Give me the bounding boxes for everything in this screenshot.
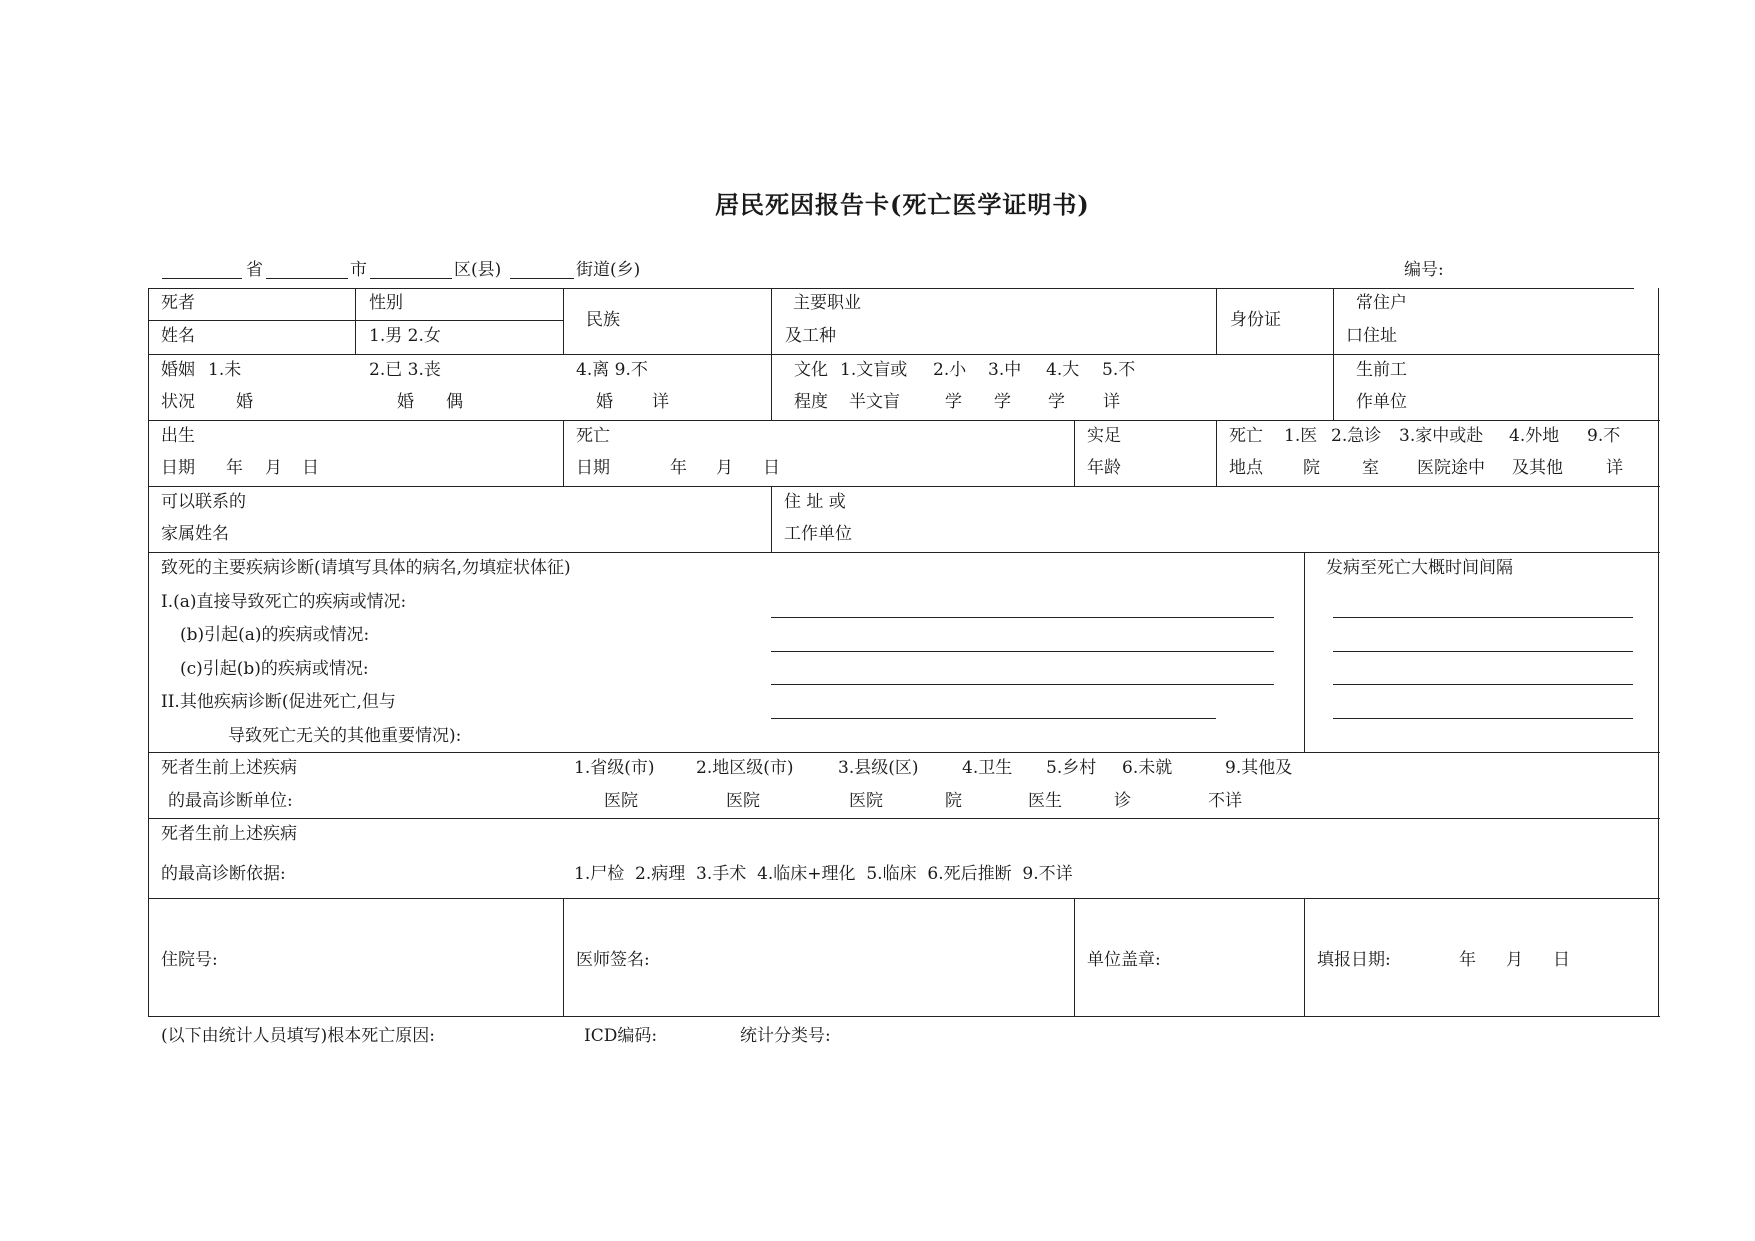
cause-heading: 致死的主要疾病诊断(请填写具体的病名,勿填症状体征)	[161, 558, 571, 578]
row1-col2-divider	[355, 288, 356, 354]
death-month-unit: 月	[716, 458, 733, 478]
marital-opt1-top[interactable]: 1.未	[208, 360, 242, 380]
diagnosis-basis-options[interactable]: 1.尸检 2.病理 3.手术 4.临床+理化 5.临床 6.死后推断 9.不详	[574, 864, 1073, 884]
address-label-bottom: 工作单位	[784, 524, 852, 544]
row2-bottom-border	[148, 420, 1660, 421]
physician-signature-label: 医师签名:	[576, 950, 650, 970]
place-opt2-bottom: 室	[1362, 458, 1379, 478]
occupation-label-top: 主要职业	[793, 293, 861, 313]
interval-a-input-line[interactable]	[1333, 617, 1633, 618]
contact-label-bottom: 家属姓名	[161, 524, 229, 544]
diagnosis-basis-label-top: 死者生前上述疾病	[161, 824, 297, 844]
unit-bottom-border	[148, 818, 1660, 819]
underlying-cause-label: (以下由统计人员填写)根本死亡原因:	[161, 1026, 435, 1046]
education-label-top: 文化	[794, 360, 828, 380]
residence-label-bottom: 口住址	[1346, 326, 1397, 346]
row1-col3-divider	[563, 288, 564, 354]
stat-classification-label: 统计分类号:	[740, 1026, 831, 1046]
diagnosis-unit-label-top: 死者生前上述疾病	[161, 758, 297, 778]
place-opt4-top[interactable]: 4.外地	[1509, 426, 1560, 446]
edu-opt3-bottom: 学	[994, 392, 1011, 412]
table-right-border	[1658, 288, 1659, 1016]
footer-col2-divider	[563, 898, 564, 1016]
row1-col4-divider	[771, 288, 772, 354]
age-label-top: 实足	[1087, 426, 1121, 446]
death-year-unit: 年	[670, 458, 687, 478]
sex-options[interactable]: 1.男 2.女	[369, 326, 441, 346]
edu-opt5-bottom: 详	[1103, 392, 1120, 412]
marital-opt2-bottom: 婚	[397, 392, 414, 412]
cause-a-label: I.(a)直接导致死亡的疾病或情况:	[161, 592, 407, 612]
occupation-label-bottom: 及工种	[785, 326, 836, 346]
place-opt9-bottom: 详	[1606, 458, 1623, 478]
death-place-label-bottom: 地点	[1229, 458, 1263, 478]
district-label: 区(县)	[454, 260, 502, 280]
unit-opt6-bottom: 诊	[1114, 791, 1131, 811]
table-left-border	[148, 288, 149, 1016]
street-blank[interactable]	[510, 278, 574, 279]
cause-interval-divider	[1304, 552, 1305, 752]
table-top-border	[148, 288, 1634, 289]
diagnosis-basis-label-bottom: 的最高诊断依据:	[161, 864, 286, 884]
education-label-bottom: 程度	[794, 392, 828, 412]
serial-number-label: 编号:	[1404, 260, 1444, 280]
page-title: 居民死因报告卡(死亡医学证明书)	[715, 190, 1090, 219]
city-label: 市	[350, 260, 367, 280]
footer-col3-divider	[1074, 898, 1075, 1016]
edu-opt2-bottom: 学	[945, 392, 962, 412]
row3-col3-divider	[1074, 420, 1075, 486]
row3-bottom-border	[148, 486, 1660, 487]
age-label-bottom: 年龄	[1087, 458, 1121, 478]
row2-col-divider	[771, 354, 772, 420]
marital-opt3-bottom: 偶	[446, 392, 463, 412]
report-month-unit: 月	[1506, 950, 1523, 970]
death-date-label-bottom: 日期	[576, 458, 610, 478]
row4-bottom-border	[148, 552, 1660, 553]
death-date-label-top: 死亡	[576, 426, 610, 446]
unit-opt5-bottom: 医生	[1028, 791, 1062, 811]
row3-col4-divider	[1216, 420, 1217, 486]
place-opt2-top[interactable]: 2.急诊	[1331, 426, 1382, 446]
street-label: 街道(乡)	[576, 260, 641, 280]
place-opt1-bottom: 院	[1303, 458, 1320, 478]
unit-opt1-top[interactable]: 1.省级(市)	[574, 758, 655, 778]
marital-label-top: 婚姻	[161, 360, 195, 380]
admission-number-label: 住院号:	[161, 950, 218, 970]
place-opt3-bottom: 医院途中	[1417, 458, 1485, 478]
cause-bottom-border	[148, 752, 1660, 753]
unit-opt9-top[interactable]: 9.其他及	[1225, 758, 1293, 778]
unit-opt5-top[interactable]: 5.乡村	[1046, 758, 1097, 778]
row1-bottom-border	[148, 354, 1660, 355]
cause-b-input-line[interactable]	[771, 651, 1274, 652]
marital-opt23-top[interactable]: 2.已 3.丧	[369, 360, 441, 380]
province-blank[interactable]	[162, 278, 242, 279]
edu-opt1-top[interactable]: 1.文盲或	[840, 360, 908, 380]
death-place-label-top: 死亡	[1229, 426, 1263, 446]
edu-opt4-top[interactable]: 4.大	[1046, 360, 1080, 380]
table-bottom-border	[148, 1016, 1660, 1017]
birth-label-top: 出生	[161, 426, 195, 446]
cause-c-input-line[interactable]	[771, 684, 1274, 685]
deceased-name-label-bottom: 姓名	[161, 326, 195, 346]
city-blank[interactable]	[266, 278, 348, 279]
unit-opt1-bottom: 医院	[604, 791, 638, 811]
interval-b-input-line[interactable]	[1333, 651, 1633, 652]
cause-a-input-line[interactable]	[771, 617, 1274, 618]
diagnosis-unit-label-bottom: 的最高诊断单位:	[168, 791, 293, 811]
edu-opt1-bottom: 半文盲	[849, 392, 900, 412]
other-diagnosis-input-line[interactable]	[771, 718, 1216, 719]
interval-c-input-line[interactable]	[1333, 684, 1633, 685]
residence-label-top: 常住户	[1356, 293, 1407, 313]
birth-day-unit: 日	[302, 458, 319, 478]
edu-opt4-bottom: 学	[1048, 392, 1065, 412]
report-day-unit: 日	[1553, 950, 1570, 970]
unit-opt3-bottom: 医院	[849, 791, 883, 811]
sex-label: 性别	[369, 293, 403, 313]
unit-opt3-top[interactable]: 3.县级(区)	[838, 758, 919, 778]
marital-opt4-bottom: 婚	[596, 392, 613, 412]
unit-opt4-bottom: 院	[945, 791, 962, 811]
marital-opt9-bottom: 详	[652, 392, 669, 412]
unit-opt2-top[interactable]: 2.地区级(市)	[696, 758, 794, 778]
edu-opt5-top[interactable]: 5.不	[1102, 360, 1136, 380]
other-diagnosis-label-bottom: 导致死亡无关的其他重要情况):	[228, 726, 462, 746]
death-day-unit: 日	[763, 458, 780, 478]
interval-heading: 发病至死亡大概时间间隔	[1326, 558, 1513, 578]
other-diagnosis-label-top: II.其他疾病诊断(促进死亡,但与	[161, 692, 396, 712]
marital-label-bottom: 状况	[161, 392, 195, 412]
id-card-label: 身份证	[1230, 310, 1281, 330]
birth-month-unit: 月	[265, 458, 282, 478]
row4-col-divider	[771, 486, 772, 552]
district-blank[interactable]	[370, 278, 452, 279]
contact-label-top: 可以联系的	[161, 492, 246, 512]
cause-b-label: (b)引起(a)的疾病或情况:	[180, 625, 370, 645]
place-opt3-top[interactable]: 3.家中或赴	[1399, 426, 1484, 446]
edu-opt3-top[interactable]: 3.中	[988, 360, 1022, 380]
place-opt4-bottom: 及其他	[1512, 458, 1563, 478]
unit-seal-label: 单位盖章:	[1087, 950, 1161, 970]
icd-code-label: ICD编码:	[584, 1026, 658, 1046]
basis-bottom-border	[148, 898, 1660, 899]
interval-other-input-line[interactable]	[1333, 718, 1633, 719]
place-opt1-top[interactable]: 1.医	[1284, 426, 1318, 446]
edu-opt2-top[interactable]: 2.小	[933, 360, 967, 380]
marital-opt1-bottom: 婚	[236, 392, 253, 412]
row3-col2-divider	[563, 420, 564, 486]
unit-opt9-bottom: 不详	[1208, 791, 1242, 811]
place-opt9-top[interactable]: 9.不	[1587, 426, 1621, 446]
row1-col5-divider	[1216, 288, 1217, 354]
workplace-label-bottom: 作单位	[1356, 392, 1407, 412]
report-date-label: 填报日期:	[1317, 950, 1391, 970]
report-year-unit: 年	[1459, 950, 1476, 970]
marital-opt49-top[interactable]: 4.离 9.不	[576, 360, 648, 380]
birth-label-bottom: 日期	[161, 458, 195, 478]
row12-col6-divider	[1333, 288, 1334, 420]
birth-year-unit: 年	[226, 458, 243, 478]
workplace-label-top: 生前工	[1356, 360, 1407, 380]
deceased-name-label-top: 死者	[161, 293, 195, 313]
address-label-top: 住 址 或	[784, 492, 846, 512]
cause-c-label: (c)引起(b)的疾病或情况:	[180, 659, 369, 679]
province-label: 省	[246, 260, 263, 280]
unit-opt4-top[interactable]: 4.卫生	[962, 758, 1013, 778]
ethnicity-label: 民族	[586, 310, 620, 330]
footer-col4-divider	[1304, 898, 1305, 1016]
unit-opt6-top[interactable]: 6.未就	[1122, 758, 1173, 778]
unit-opt2-bottom: 医院	[726, 791, 760, 811]
